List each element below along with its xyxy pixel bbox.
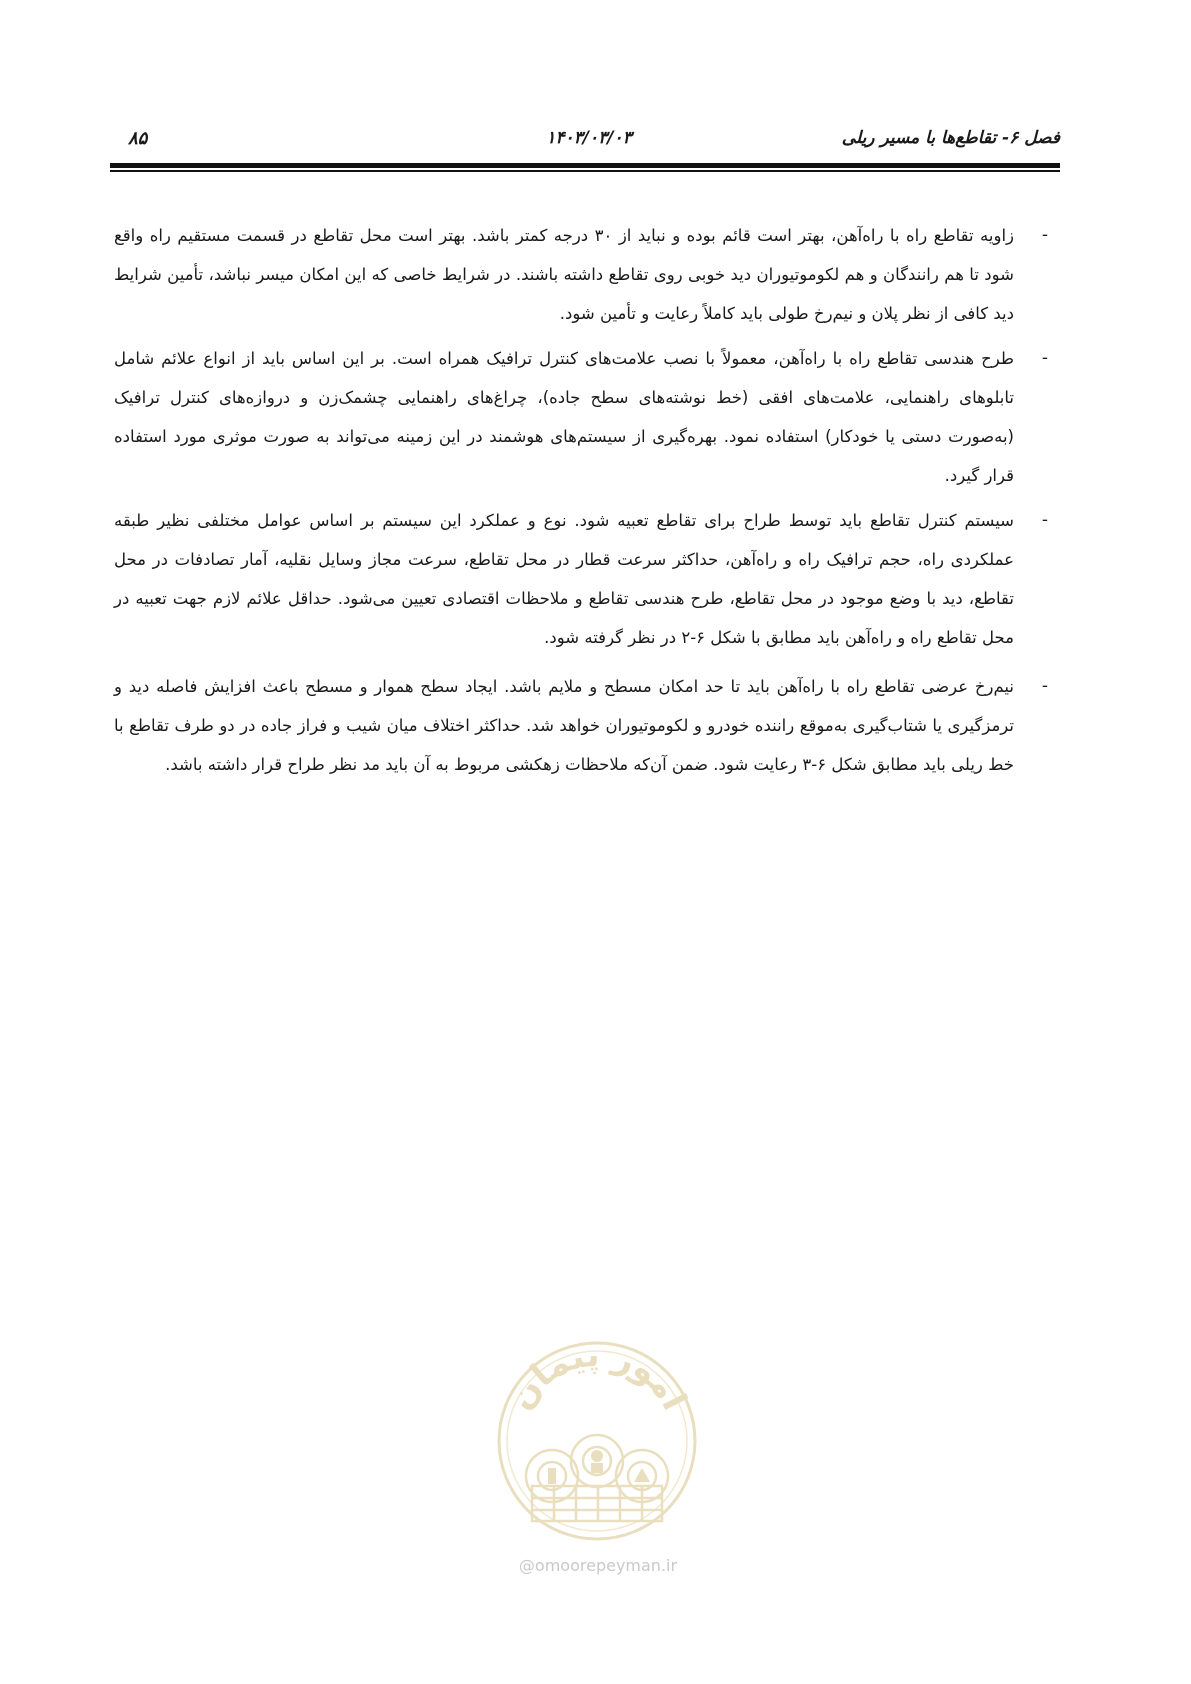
header-rule-thin <box>110 170 1060 172</box>
header-date: ۱۴۰۳/۰۳/۰۳ <box>546 128 632 148</box>
bullet-dash: - <box>1041 225 1048 245</box>
bullet-dash: - <box>1041 348 1048 368</box>
list-item <box>114 501 1048 657</box>
watermark-logo <box>492 1336 702 1546</box>
svg-text:امور پیمان <box>501 1336 695 1417</box>
bullet-dash: - <box>1041 510 1048 530</box>
list-item <box>114 667 1048 784</box>
page-header <box>118 128 1060 158</box>
paragraph-text: سیستم کنترل تقاطع باید توسط طراح برای تقاطع تعبیه شود. نوع و عملکرد این سیستم بر اساس عوامل مختلفی نظیر طبقه عملکردی راه، حجم ترافیک راه و راه‌آهن، حداکثر سرعت قطار در محل تقاطع، سرعت مجاز وسایل نقلیه، آمار تصادفات در محل تقاطع، دید با وضع موجود در محل تقاطع، طرح هندسی تقاطع و ملاحظات اقتصادی تعیین می‌شود. حداقل علائم لازم جهت تعبیه در محل تقاطع راه و راه‌آهن باید مطابق با شکل ۶-۲ در نظر گرفته شود. <box>114 511 1014 647</box>
paragraph-text: نیم‌رخ عرضی تقاطع راه با راه‌آهن باید تا حد امکان مسطح و ملایم باشد. ایجاد سطح هموار و مسطح باعث افزایش فاصله دید و ترمزگیری یا شتاب‌گیری به‌موقع راننده خودرو و لکوموتیوران خواهد شد. حداکثر اختلاف میان شیب و فراز جاده در دو طرف تقاطع با خط ریلی باید مطابق شکل ۶-۳ رعایت شود. ضمن آن‌که ملاحظات زهکشی مربوط به آن باید مد نظر طراح قرار داشته باشد. <box>114 677 1014 774</box>
header-rule-thick <box>110 163 1060 168</box>
page-number: ۸۵ <box>128 128 148 149</box>
list-item <box>114 339 1048 495</box>
paragraph-text: طرح هندسی تقاطع راه با راه‌آهن، معمولاً با نصب علامت‌های کنترل ترافیک همراه است. بر این اساس باید از انواع علائم شامل تابلوهای راهنمایی، علامت‌های افقی (خط نوشته‌های سطح جاده)، چراغ‌های راهنمایی چشمک‌زن و دروازه‌های کنترل ترافیک (به‌صورت دستی یا خودکار) استفاده نمود. بهره‌گیری از سیستم‌های هوشمند در این زمینه می‌تواند به صورت موثری مورد استفاده قرار گیرد. <box>114 349 1014 485</box>
watermark-logo-text: امور پیمان <box>500 1336 695 1417</box>
body-content <box>114 216 1048 784</box>
bullet-dash: - <box>1041 676 1048 696</box>
chapter-title: فصل ۶- تقاطع‌ها با مسیر ریلی <box>841 128 1060 148</box>
paragraph-text: زاویه تقاطع راه با راه‌آهن، بهتر است قائم بوده و نباید از ۳۰ درجه کمتر باشد. بهتر است محل تقاطع در قسمت مستقیم راه واقع شود تا هم رانندگان و هم لکوموتیوران دید خوبی روی تقاطع داشته باشند. در شرایط خاصی که این امکان میسر نباشد، تأمین شرایط دید کافی از نظر پلان و نیم‌رخ طولی باید کاملاً رعایت و تأمین شود. <box>114 226 1014 323</box>
watermark-url: @omoorepeyman.ir <box>518 1556 678 1575</box>
list-item <box>114 216 1048 333</box>
